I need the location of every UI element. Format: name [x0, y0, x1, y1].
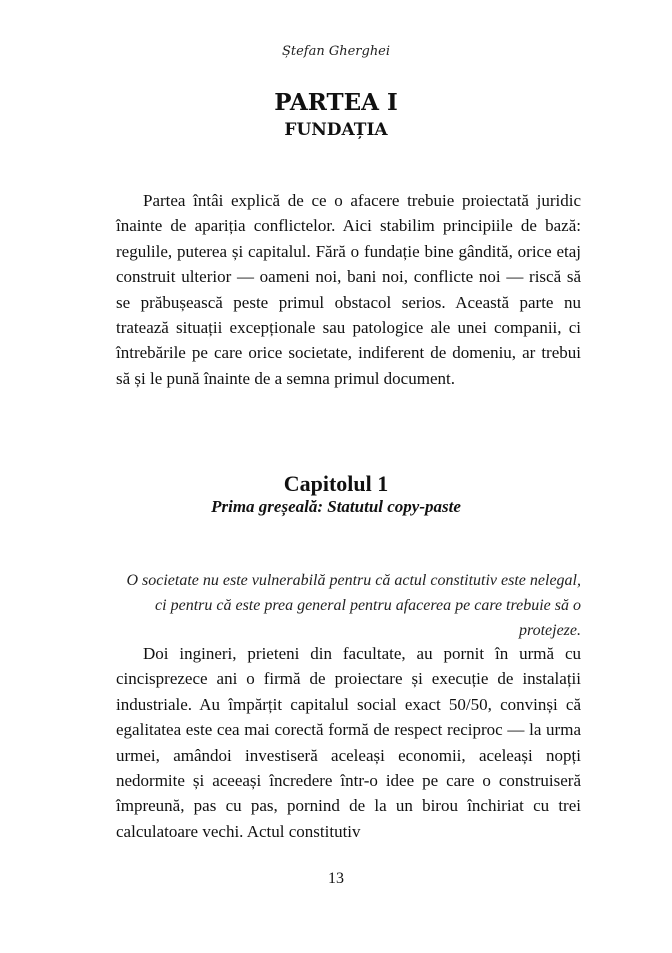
- part-intro: [116, 188, 581, 391]
- part-title: PARTEA I: [274, 89, 398, 116]
- chapter-body: [116, 641, 581, 844]
- chapter-subtitle: Prima greșeală: Statutul copy-paste: [211, 497, 461, 516]
- chapter-title: Capitolul 1: [283, 471, 389, 496]
- running-head-author: Ștefan Gherghei: [281, 44, 391, 59]
- part-subtitle: FUNDAȚIA: [284, 120, 388, 140]
- chapter-epigraph: O societate nu este vulnerabilă pentru că actul constitutiv este nelegal, ci pentru că este prea general pentru afacerea pe care trebuie să o protejeze.: [126, 572, 581, 639]
- part-intro-paragraph: Partea întâi explică de ce o afacere trebuie proiectată juridic înainte de apariția conflictelor. Aici stabilim principiile de bază: regulile, puterea și capitalul. Fără o fundație bine gândită, orice etaj construit ulterior — oameni noi, bani noi, conflicte noi — riscă să se prăbușească peste primul obstacol serios. Această parte nu tratează situații excepționale sau patologice ale unei companii, ci întrebările pe care orice societate, indiferent de domeniu, ar trebui să și le pună înainte de a semna primul document.: [116, 191, 581, 388]
- page-number: 13: [328, 870, 344, 887]
- chapter-paragraph: Doi ingineri, prieteni din facultate, au pornit în urmă cu cincisprezece ani o firmă de proiectare și execuție de instalații industriale. Au împărțit capitalul social exact 50/50, convinși că egalitatea este cea mai corectă formă de respect reciproc — la urma urmei, amândoi investiseră aceleași economii, aceleași nopți nedormite și aceeași încredere într-o idee pe care o construiseră împreună, pas cu pas, pornind de la un birou închiriat cu trei calculatoare vechi. Actul constitutiv: [116, 644, 581, 841]
